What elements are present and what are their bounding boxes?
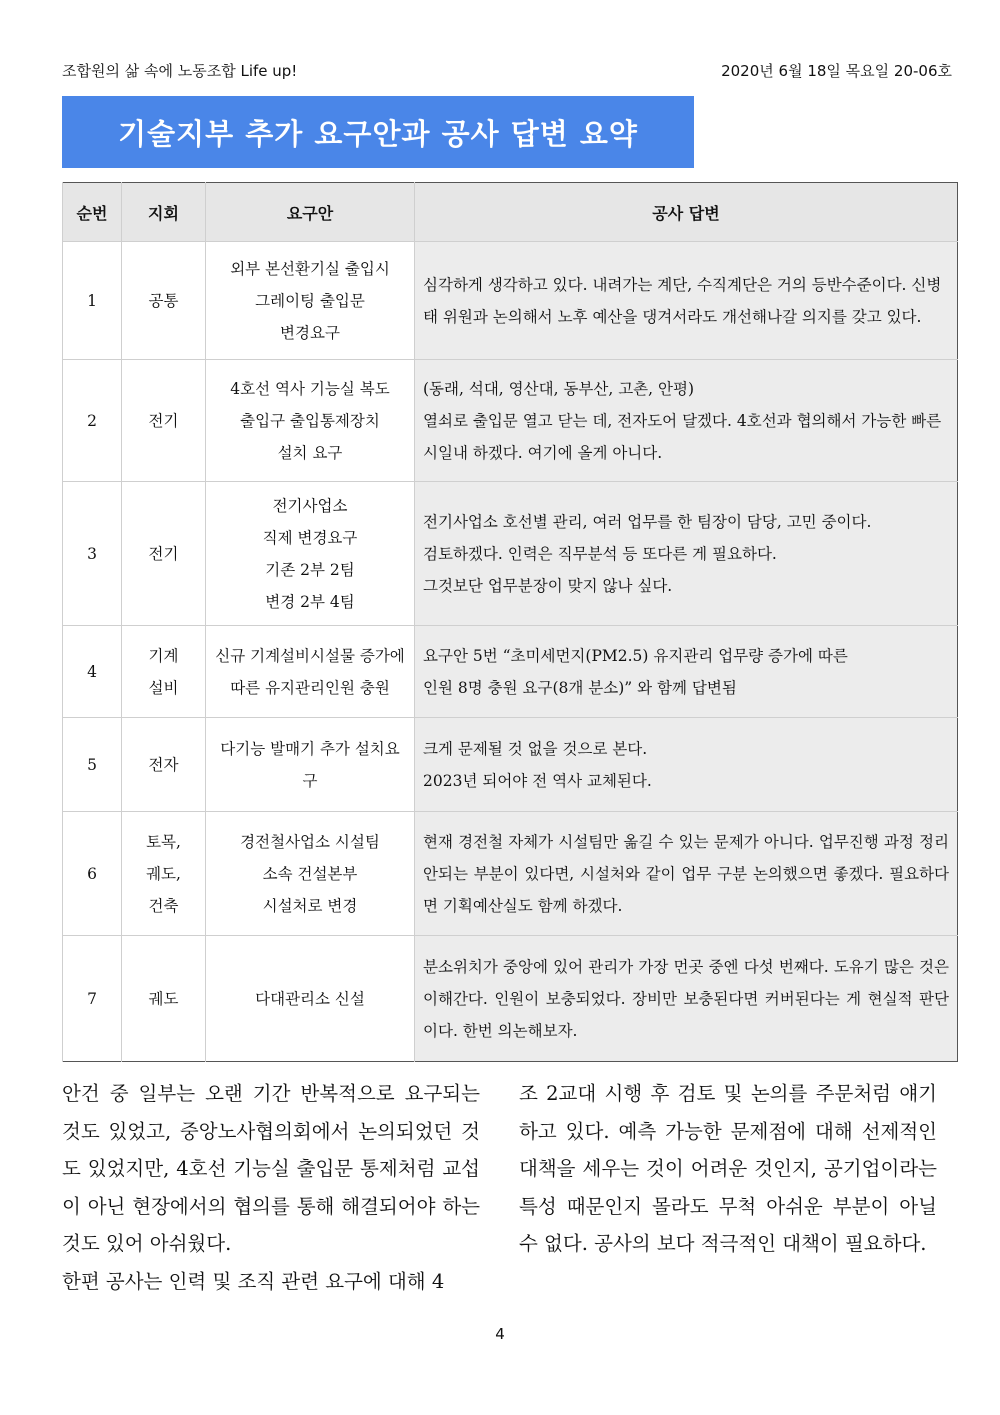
row-demand: 외부 본선환기실 출입시 그레이팅 출입문 변경요구 [206, 242, 415, 360]
demands-table [62, 182, 958, 1062]
body-column-right [519, 1075, 937, 1263]
row-number: 5 [63, 718, 122, 812]
table-row [63, 242, 958, 360]
table-row [63, 626, 958, 718]
table-row [63, 360, 958, 482]
row-branch: 전기 [122, 360, 206, 482]
body-paragraph: 안건 중 일부는 오랜 기간 반복적으로 요구되는 것도 있었고, 중앙노사협의회에서 논의되었던 것도 있었지만, 4호선 기능실 출입문 통제처럼 교섭이 아닌 현장에서의 협의를 통해 해결되어야 하는 것도 있어 아쉬웠다. [62, 1082, 480, 1255]
header-branch: 지회 [122, 183, 206, 242]
row-demand: 4호선 역사 기능실 복도 출입구 출입통제장치 설치 요구 [206, 360, 415, 482]
row-answer: 전기사업소 호선별 관리, 여러 업무를 한 팀장이 담당, 고민 중이다. 검토하겠다. 인력은 직무분석 등 또다른 게 필요하다. 그것보단 업무분장이 맞지 않나 싶다. [415, 482, 958, 626]
row-branch: 기계 설비 [122, 626, 206, 718]
row-number: 2 [63, 360, 122, 482]
header-answer: 공사 답변 [415, 183, 958, 242]
table-header-row [63, 183, 958, 242]
body-paragraph: 조 2교대 시행 후 검토 및 논의를 주문처럼 얘기하고 있다. 예측 가능한 문제점에 대해 선제적인 대책을 세우는 것이 어려운 것인지, 공기업이라는 특성 때문인지 몰라도 무척 아쉬운 부분이 아닐 수 없다. 공사의 보다 적극적인 대책이 필요하다. [519, 1082, 937, 1255]
table-row [63, 936, 958, 1062]
newsletter-slogan: 조합원의 삶 속에 노동조합 Life up! [62, 62, 298, 80]
body-column-left [62, 1075, 480, 1300]
row-demand: 다기능 발매기 추가 설치요구 [206, 718, 415, 812]
row-answer: (동래, 석대, 영산대, 동부산, 고촌, 안평) 열쇠로 출입문 열고 닫는 데, 전자도어 달겠다. 4호선과 협의해서 가능한 빠른 시일내 하겠다. 여기에 올게 아니다. [415, 360, 958, 482]
row-answer: 현재 경전철 자체가 시설팀만 옮길 수 있는 문제가 아니다. 업무진행 과정 정리안되는 부분이 있다면, 시설처와 같이 업무 구분 논의했으면 좋겠다. 필요하다면 기획예산실도 함께 하겠다. [415, 812, 958, 936]
row-number: 7 [63, 936, 122, 1062]
row-answer: 크게 문제될 것 없을 것으로 본다. 2023년 되어야 전 역사 교체된다. [415, 718, 958, 812]
row-number: 1 [63, 242, 122, 360]
row-answer: 요구안 5번 “초미세먼지(PM2.5) 유지관리 업무량 증가에 따른 인원 8명 충원 요구(8개 분소)” 와 함께 답변됨 [415, 626, 958, 718]
header-number: 순번 [63, 183, 122, 242]
row-number: 4 [63, 626, 122, 718]
page-number: 4 [495, 1325, 505, 1343]
page-title: 기술지부 추가 요구안과 공사 답변 요약 [62, 96, 694, 168]
issue-date: 2020년 6월 18일 목요일 20-06호 [721, 62, 952, 80]
row-branch: 전기 [122, 482, 206, 626]
row-branch: 궤도 [122, 936, 206, 1062]
row-demand: 경전철사업소 시설팀 소속 건설본부 시설처로 변경 [206, 812, 415, 936]
header-demand: 요구안 [206, 183, 415, 242]
row-branch: 전자 [122, 718, 206, 812]
row-demand: 전기사업소 직제 변경요구 기존 2부 2팀 변경 2부 4팀 [206, 482, 415, 626]
row-branch: 공통 [122, 242, 206, 360]
table-row [63, 812, 958, 936]
row-number: 3 [63, 482, 122, 626]
row-number: 6 [63, 812, 122, 936]
table-row [63, 718, 958, 812]
row-demand: 신규 기계설비시설물 증가에 따른 유지관리인원 충원 [206, 626, 415, 718]
row-answer: 분소위치가 중앙에 있어 관리가 가장 먼곳 중엔 다섯 번째다. 도유기 많은 것은 이해간다. 인원이 보충되었다. 장비만 보충된다면 커버된다는 게 현실적 판단이다. 한번 의논해보자. [415, 936, 958, 1062]
row-branch: 토목, 궤도, 건축 [122, 812, 206, 936]
table-row [63, 482, 958, 626]
row-demand: 다대관리소 신설 [206, 936, 415, 1062]
row-answer: 심각하게 생각하고 있다. 내려가는 계단, 수직계단은 거의 등반수준이다. 신병태 위원과 논의해서 노후 예산을 댕겨서라도 개선해나갈 의지를 갖고 있다. [415, 242, 958, 360]
body-paragraph: 한편 공사는 인력 및 조직 관련 요구에 대해 4 [62, 1269, 445, 1293]
